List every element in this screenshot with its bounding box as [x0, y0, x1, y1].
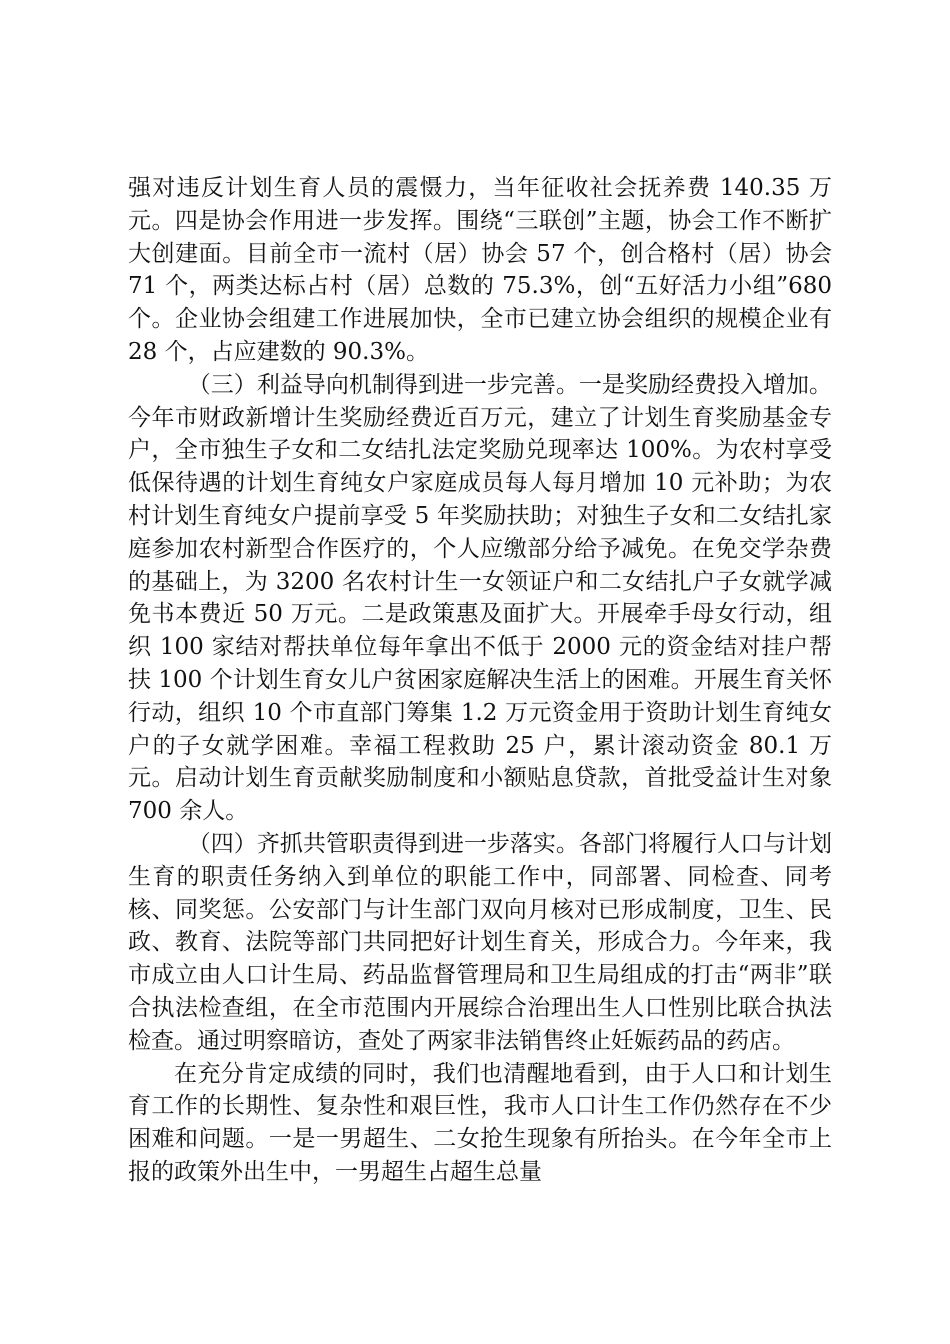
paragraph-continuation: 强对违反计划生育人员的震慑力，当年征收社会抚养费 140.35 万元。四是协会作用进一步发挥。围绕“三联创”主题，协会工作不断扩大创建面。目前全市一流村（居）协会 57 个，创合格村（居）协会 71 个，两类达标占村（居）总数的 75.3%，创“五好活力小组”680 个。企业协会组建工作进展加快，全市已建立协会组织的规模企业有 28 个，占应建数的 90.3%。: [128, 175, 832, 365]
paragraph-section-3: （三）利益导向机制得到进一步完善。一是奖励经费投入增加。今年市财政新增计生奖励经费近百万元，建立了计划生育奖励基金专户，全市独生子女和二女结扎法定奖励兑现率达 100%。为农村享受低保待遇的计划生育纯女户家庭成员每人每月增加 10 元补助；为农村计划生育纯女户提前享受 5 年奖励扶助；对独生子女和二女结扎家庭参加农村新型合作医疗的，个人应缴部分给予减免。在免交学杂费的基础上，为 3200 名农村计生一女领证户和二女结扎户子女就学减免书本费近 50 万元。二是政策惠及面扩大。开展牵手母女行动，组织 100 家结对帮扶单位每年拿出不低于 2000 元的资金结对挂户帮扶 100 个计划生育女儿户贫困家庭解决生活上的困难。开展生育关怀行动，组织 10 个市直部门筹集 1.2 万元资金用于资助计划生育纯女户的子女就学困难。幸福工程救助 25 户，累计滚动资金 80.1 万元。启动计划生育贡献奖励制度和小额贴息贷款，首批受益计生对象 700 余人。: [128, 371, 832, 825]
document-page: [128, 172, 832, 1189]
paragraph-section-4: （四）齐抓共管职责得到进一步落实。各部门将履行人口与计划生育的职责任务纳入到单位的职能工作中，同部署、同检查、同考核、同奖惩。公安部门与计生部门双向月核对已形成制度，卫生、民政、教育、法院等部门共同把好计划生育关，形成合力。今年来，我市成立由人口计生局、药品监督管理局和卫生局组成的打击“两非”联合执法检查组，在全市范围内开展综合治理出生人口性别比联合执法检查。通过明察暗访，查处了两家非法销售终止妊娠药品的药店。: [128, 830, 832, 1054]
paragraph-problems: 在充分肯定成绩的同时，我们也清醒地看到，由于人口和计划生育工作的长期性、复杂性和艰巨性，我市人口计生工作仍然存在不少困难和问题。一是一男超生、二女抢生现象有所抬头。在今年全市上报的政策外出生中，一男超生占超生总量: [128, 1060, 832, 1185]
